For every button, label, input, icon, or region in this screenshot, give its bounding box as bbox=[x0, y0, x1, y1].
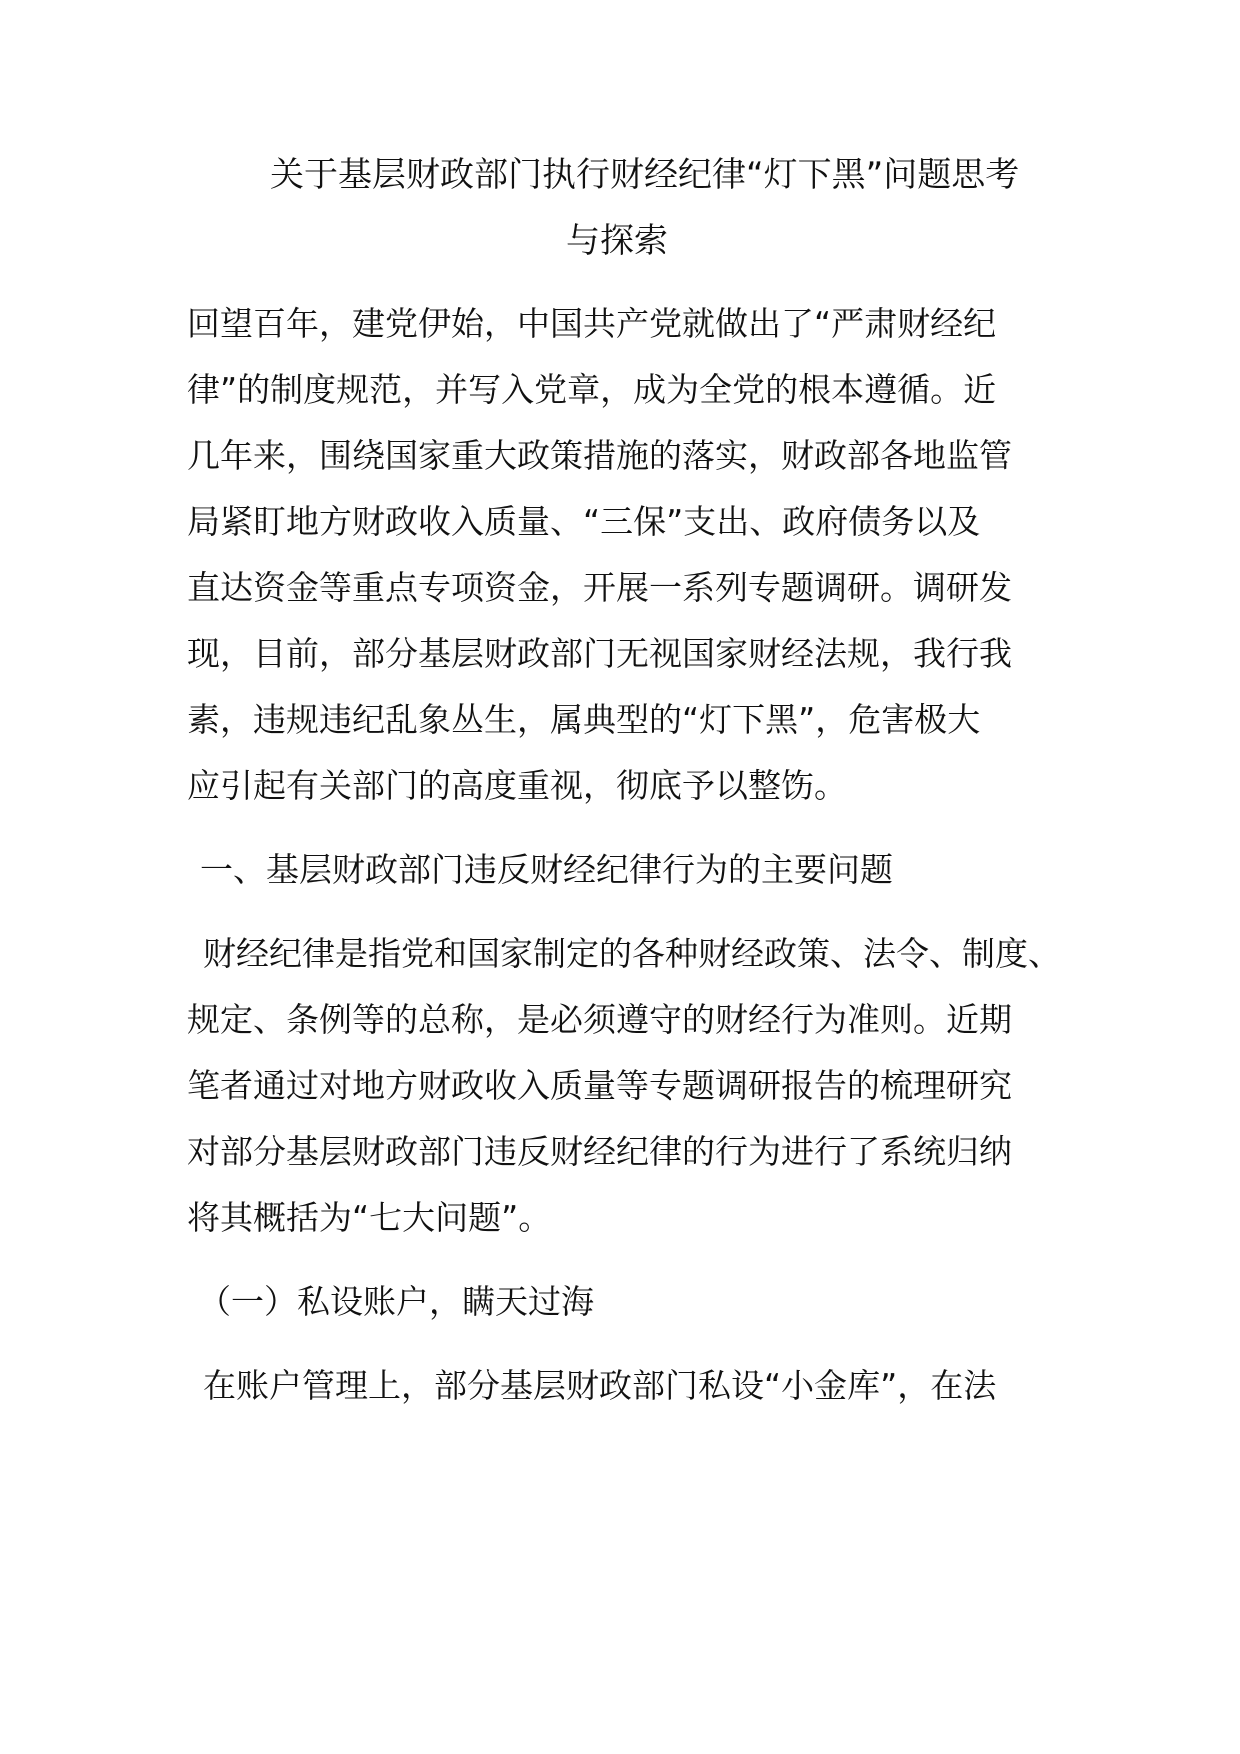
intro-line: 应引起有关部门的高度重视，彻底予以整饬。 bbox=[187, 766, 847, 805]
document-title-line-2: 与探索 bbox=[566, 221, 668, 261]
section-1-line: 对部分基层财政部门违反财经纪律的行为进行了系统归纳 bbox=[187, 1132, 1012, 1171]
intro-line: 律”的制度规范，并写入党章，成为全党的根本遵循。近 bbox=[187, 370, 997, 409]
document-title-line-1: 关于基层财政部门执行财经纪律“灯下黑”问题思考 bbox=[270, 155, 1020, 195]
intro-line: 素，违规违纪乱象丛生，属典型的“灯下黑”，危害极大 bbox=[187, 700, 981, 739]
subsection-1-heading: （一）私设账户，瞒天过海 bbox=[198, 1282, 594, 1321]
section-1-line: 将其概括为“七大问题”。 bbox=[187, 1198, 552, 1237]
section-1-heading: 一、基层财政部门违反财经纪律行为的主要问题 bbox=[200, 850, 893, 889]
section-1-line: 规定、条例等的总称，是必须遵守的财经行为准则。近期 bbox=[187, 1000, 1012, 1039]
intro-line: 回望百年，建党伊始，中国共产党就做出了“严肃财经纪 bbox=[187, 304, 997, 343]
intro-line: 现，目前，部分基层财政部门无视国家财经法规，我行我 bbox=[187, 634, 1012, 673]
intro-line: 几年来，围绕国家重大政策措施的落实，财政部各地监管 bbox=[187, 436, 1012, 475]
subsection-1-line: 在账户管理上，部分基层财政部门私设“小金库”，在法 bbox=[203, 1366, 997, 1405]
intro-line: 局紧盯地方财政收入质量、“三保”支出、政府债务以及 bbox=[187, 502, 981, 541]
section-1-line: 笔者通过对地方财政收入质量等专题调研报告的梳理研究 bbox=[187, 1066, 1012, 1105]
intro-line: 直达资金等重点专项资金，开展一系列专题调研。调研发 bbox=[187, 568, 1012, 607]
section-1-line: 财经纪律是指党和国家制定的各种财经政策、法令、制度、 bbox=[203, 934, 1061, 973]
